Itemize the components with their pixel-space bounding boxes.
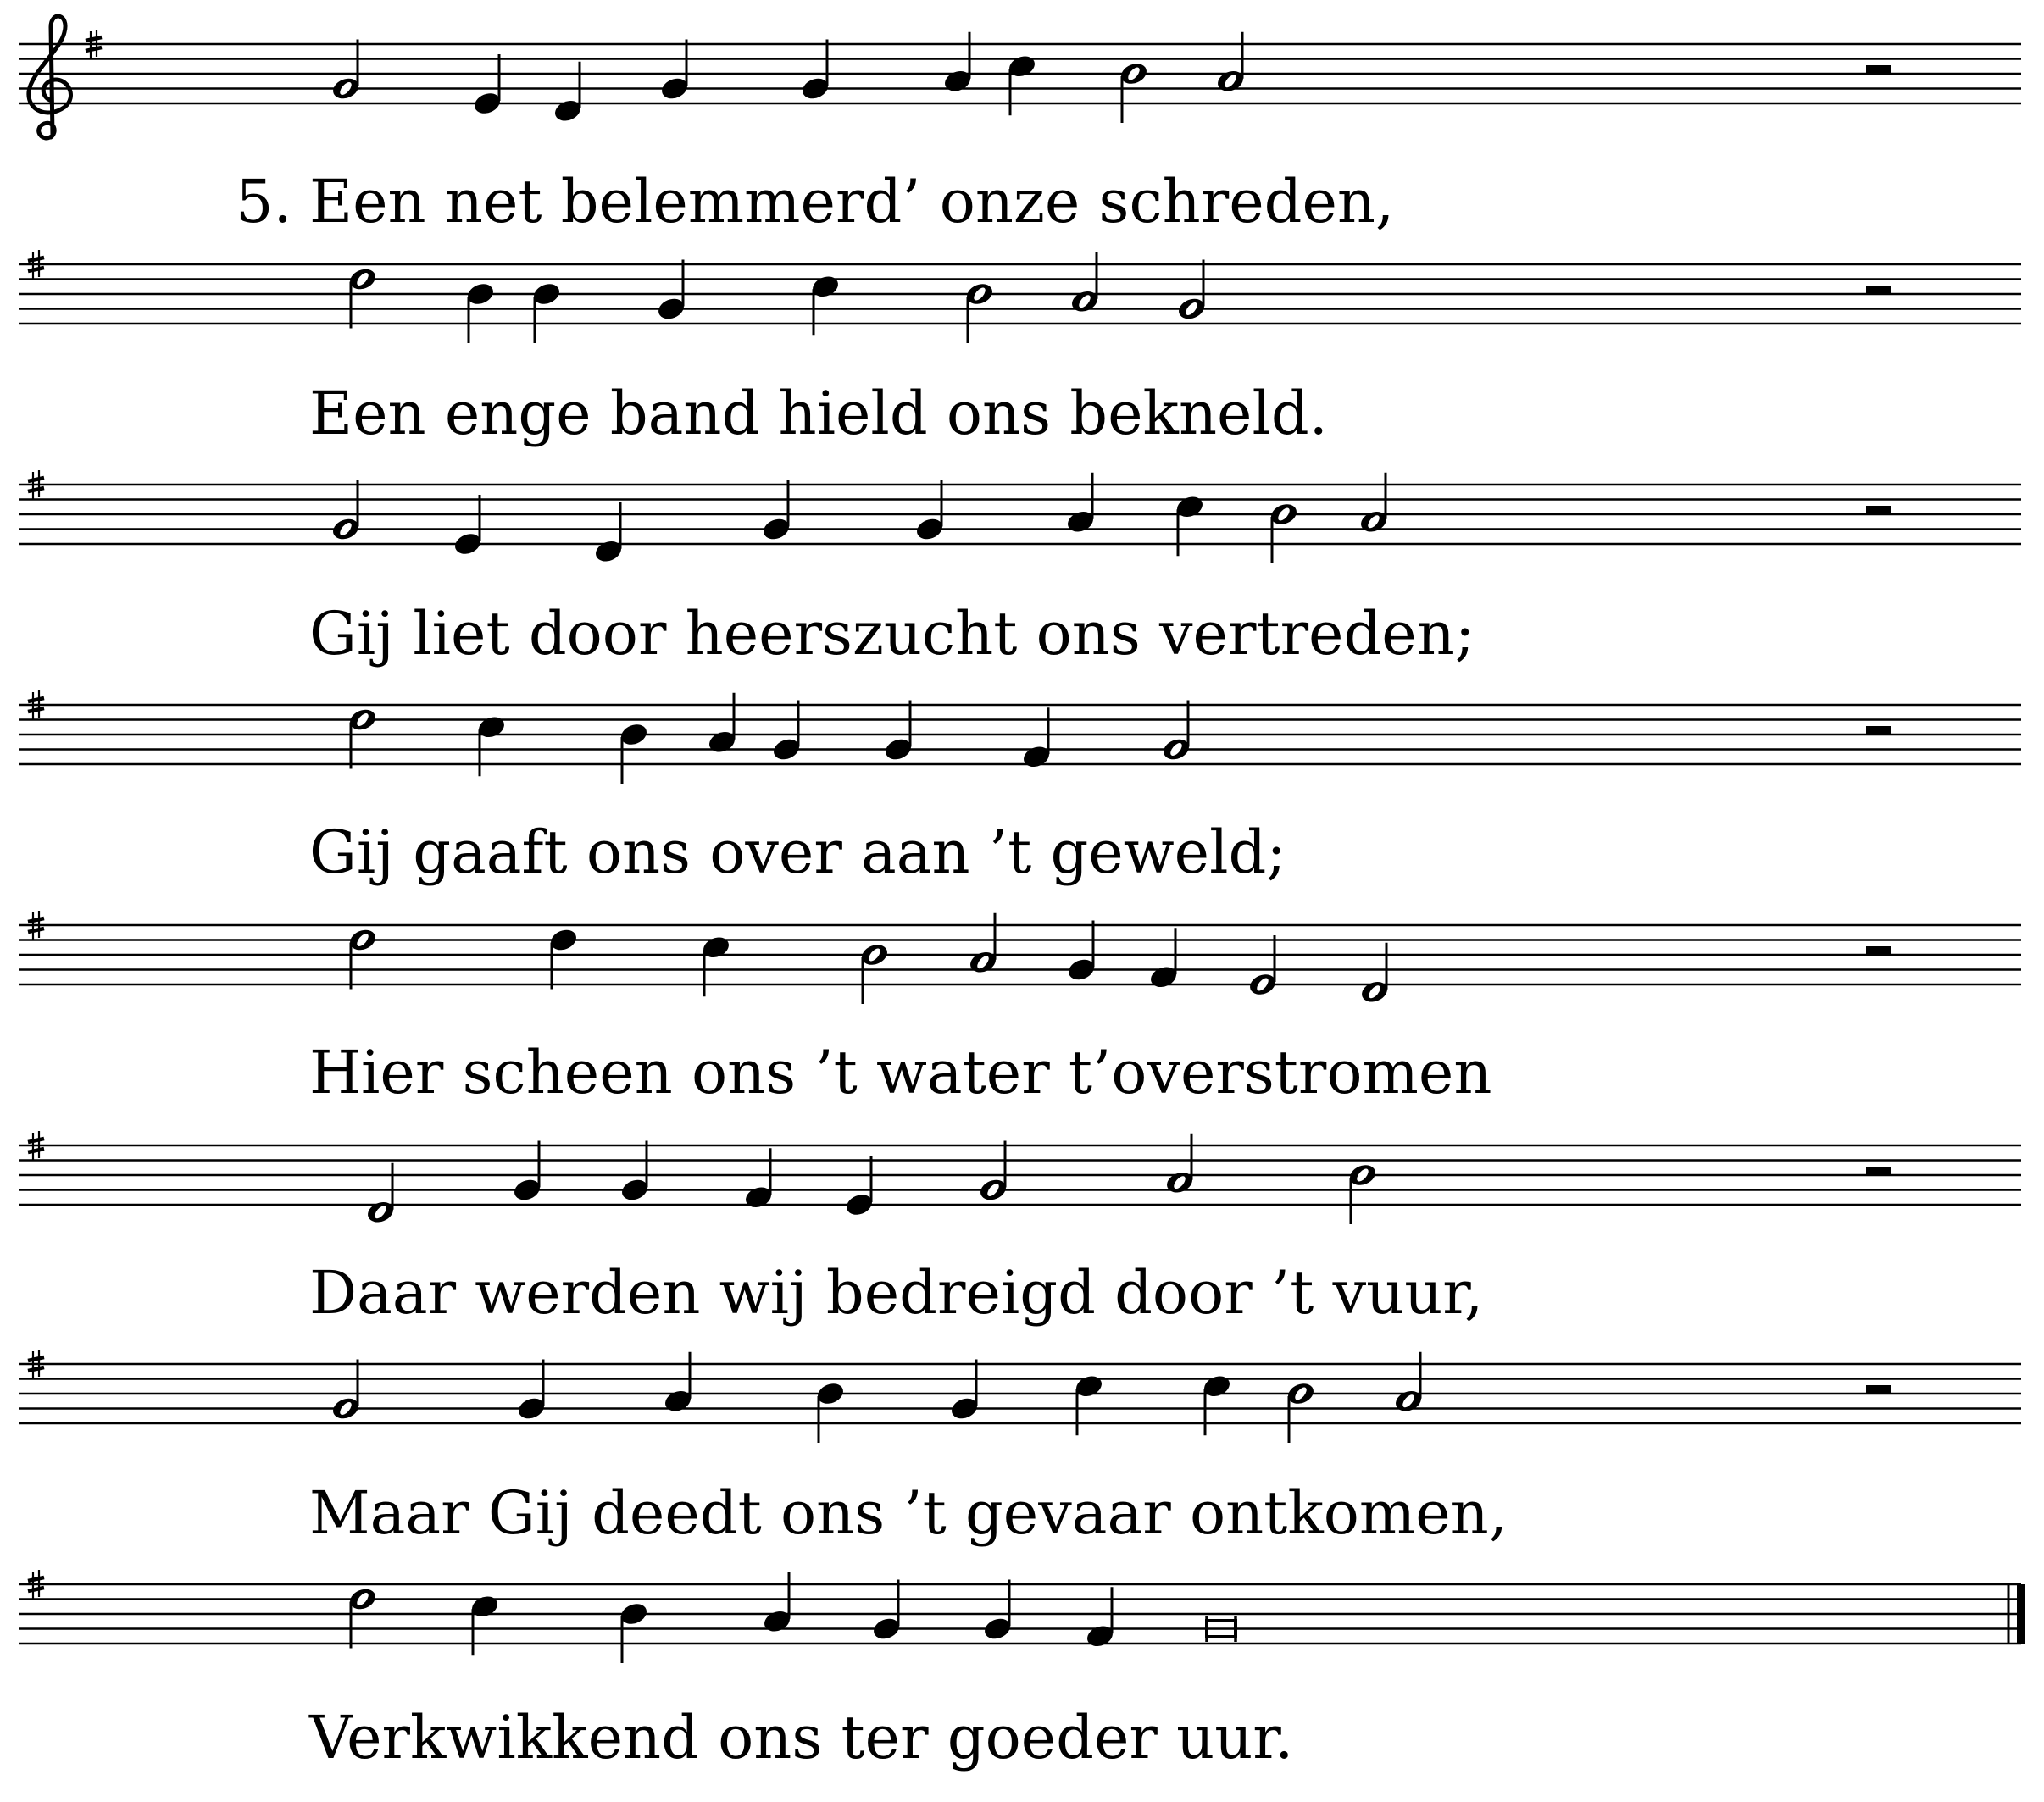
half-rest-icon (1866, 1385, 1891, 1394)
verse-number: 5. (236, 167, 292, 236)
note (476, 713, 508, 776)
note (365, 1163, 397, 1226)
half-rest-icon (1866, 1167, 1891, 1175)
note (347, 926, 379, 989)
note (1007, 53, 1038, 115)
note (548, 926, 580, 989)
note (743, 1148, 775, 1211)
note (771, 701, 803, 763)
note (978, 1141, 1009, 1204)
note (982, 1580, 1014, 1643)
note (701, 934, 732, 996)
lyric-line: Verkwikkend ons ter goeder uur. (309, 1703, 1294, 1772)
lyric-line: Een net belemmerd’ onze schreden, (309, 167, 1395, 236)
note (1202, 1372, 1233, 1435)
note (1175, 493, 1206, 556)
note (964, 280, 996, 343)
note (949, 1360, 980, 1422)
note (1286, 1380, 1317, 1443)
note (1085, 1587, 1116, 1650)
note (1148, 928, 1180, 990)
note (1021, 707, 1053, 770)
note (656, 260, 687, 323)
staff-system (19, 1350, 2021, 1443)
note (659, 40, 691, 103)
note (1176, 260, 1208, 323)
note (330, 40, 362, 103)
note (942, 32, 974, 95)
note (465, 280, 497, 343)
staff-system (19, 1131, 2021, 1226)
note (859, 941, 891, 1004)
treble-clef-icon (29, 16, 71, 138)
note (1164, 1134, 1196, 1196)
note (347, 706, 379, 768)
note (553, 62, 584, 125)
staff-system (19, 1570, 2025, 1663)
lyric-line: Gij gaaft ons over aan ’t geweld; (309, 818, 1286, 887)
note (663, 1352, 694, 1415)
note (968, 913, 999, 976)
note (762, 1572, 793, 1635)
lyric-line: Maar Gij deedt ons ’t gevaar ontkomen, (309, 1478, 1508, 1548)
note (844, 1156, 875, 1218)
note (469, 1593, 501, 1655)
note (1119, 60, 1150, 123)
note (1393, 1352, 1425, 1415)
staff-system (19, 690, 2021, 784)
staff-system (19, 250, 2021, 343)
note (800, 40, 831, 103)
staff-system (19, 16, 2021, 138)
note (453, 495, 484, 557)
note (815, 1380, 847, 1443)
staff-system (19, 911, 2021, 1006)
note (810, 273, 841, 335)
note (761, 480, 792, 543)
lyric-line: Een enge band hield ons bekneld. (309, 379, 1328, 448)
note (593, 502, 625, 565)
note (512, 1141, 543, 1204)
note (619, 1600, 650, 1663)
note (1358, 473, 1390, 535)
lyric-line: Gij liet door heerszucht ons vertreden; (309, 599, 1475, 668)
note (347, 1585, 379, 1648)
note (1065, 473, 1097, 535)
half-rest-icon (1866, 286, 1891, 294)
thick-barline (2017, 1584, 2025, 1644)
note (1347, 1162, 1379, 1224)
lyric-line: Hier scheen ons ’t water t’overstromen (309, 1038, 1492, 1107)
half-rest-icon (1866, 726, 1891, 735)
note (871, 1580, 903, 1643)
half-rest-icon (1866, 946, 1891, 955)
staff-system (19, 470, 2021, 565)
note (1269, 501, 1300, 563)
note (347, 265, 379, 328)
note (619, 721, 650, 784)
note (914, 480, 946, 543)
note (707, 693, 738, 756)
note (330, 480, 362, 543)
note (472, 54, 503, 117)
note (619, 1141, 651, 1204)
note (1069, 252, 1101, 315)
note (531, 280, 563, 343)
note (330, 1360, 362, 1422)
note (883, 701, 914, 763)
note (1066, 921, 1097, 984)
note (1215, 32, 1247, 95)
half-rest-icon (1866, 506, 1891, 514)
lyric-line: Daar werden wij bedreigd door ’t vuur, (309, 1258, 1484, 1328)
note (1074, 1372, 1105, 1435)
note (1359, 943, 1391, 1006)
note (516, 1360, 547, 1422)
note (1247, 935, 1279, 998)
half-rest-icon (1866, 65, 1891, 74)
note (1161, 701, 1192, 763)
